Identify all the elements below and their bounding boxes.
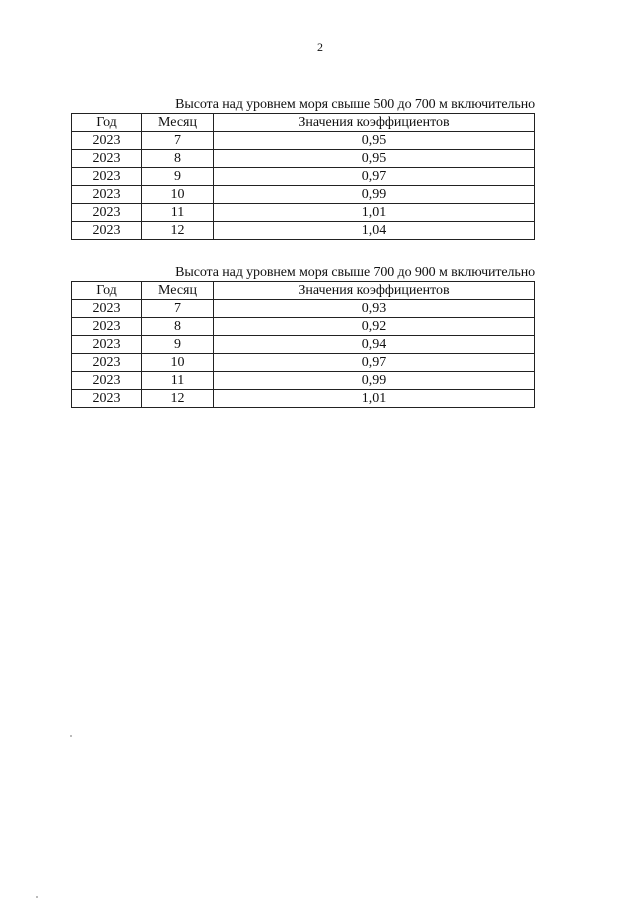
coefficients-table	[71, 281, 535, 408]
column-header-month: Месяц	[142, 282, 214, 300]
table-row	[72, 390, 535, 408]
month-cell: 12	[142, 222, 214, 240]
scan-artifact	[36, 896, 38, 898]
table-row	[72, 372, 535, 390]
month-cell: 11	[142, 204, 214, 222]
coefficients-table	[71, 113, 535, 240]
table-title: Высота над уровнем моря свыше 500 до 700 м включительно	[175, 97, 535, 112]
month-cell: 11	[142, 372, 214, 390]
coefficient-cell: 0,97	[214, 168, 535, 186]
table-row	[72, 336, 535, 354]
month-cell: 10	[142, 186, 214, 204]
coefficient-cell: 0,93	[214, 300, 535, 318]
table-header-row	[72, 282, 535, 300]
month-cell: 10	[142, 354, 214, 372]
coefficients-section-700-900	[71, 264, 535, 408]
table-header-row	[72, 114, 535, 132]
month-cell: 7	[142, 132, 214, 150]
column-header-year: Год	[72, 114, 142, 132]
year-cell: 2023	[72, 354, 142, 372]
year-cell: 2023	[72, 300, 142, 318]
coefficient-cell: 0,99	[214, 186, 535, 204]
table-row	[72, 150, 535, 168]
year-cell: 2023	[72, 204, 142, 222]
coefficient-cell: 0,94	[214, 336, 535, 354]
year-cell: 2023	[72, 150, 142, 168]
coefficient-cell: 1,01	[214, 204, 535, 222]
table-row	[72, 186, 535, 204]
table-row	[72, 354, 535, 372]
month-cell: 9	[142, 168, 214, 186]
month-cell: 12	[142, 390, 214, 408]
coefficient-cell: 0,95	[214, 132, 535, 150]
column-header-year: Год	[72, 282, 142, 300]
coefficient-cell: 0,95	[214, 150, 535, 168]
coefficient-cell: 1,04	[214, 222, 535, 240]
coefficient-cell: 0,99	[214, 372, 535, 390]
table-row	[72, 300, 535, 318]
year-cell: 2023	[72, 168, 142, 186]
page-number: 2	[317, 40, 323, 54]
year-cell: 2023	[72, 318, 142, 336]
year-cell: 2023	[72, 336, 142, 354]
table-title: Высота над уровнем моря свыше 700 до 900 м включительно	[175, 265, 535, 280]
year-cell: 2023	[72, 186, 142, 204]
month-cell: 7	[142, 300, 214, 318]
year-cell: 2023	[72, 390, 142, 408]
scan-artifact	[70, 735, 72, 737]
coefficients-section-500-700	[71, 96, 535, 240]
table-row	[72, 132, 535, 150]
table-row	[72, 222, 535, 240]
column-header-coefficient: Значения коэффициентов	[214, 114, 535, 132]
table-row	[72, 168, 535, 186]
column-header-month: Месяц	[142, 114, 214, 132]
year-cell: 2023	[72, 132, 142, 150]
year-cell: 2023	[72, 222, 142, 240]
coefficient-cell: 0,97	[214, 354, 535, 372]
month-cell: 8	[142, 150, 214, 168]
coefficient-cell: 1,01	[214, 390, 535, 408]
column-header-coefficient: Значения коэффициентов	[214, 282, 535, 300]
year-cell: 2023	[72, 372, 142, 390]
month-cell: 9	[142, 336, 214, 354]
coefficient-cell: 0,92	[214, 318, 535, 336]
table-row	[72, 318, 535, 336]
month-cell: 8	[142, 318, 214, 336]
table-row	[72, 204, 535, 222]
